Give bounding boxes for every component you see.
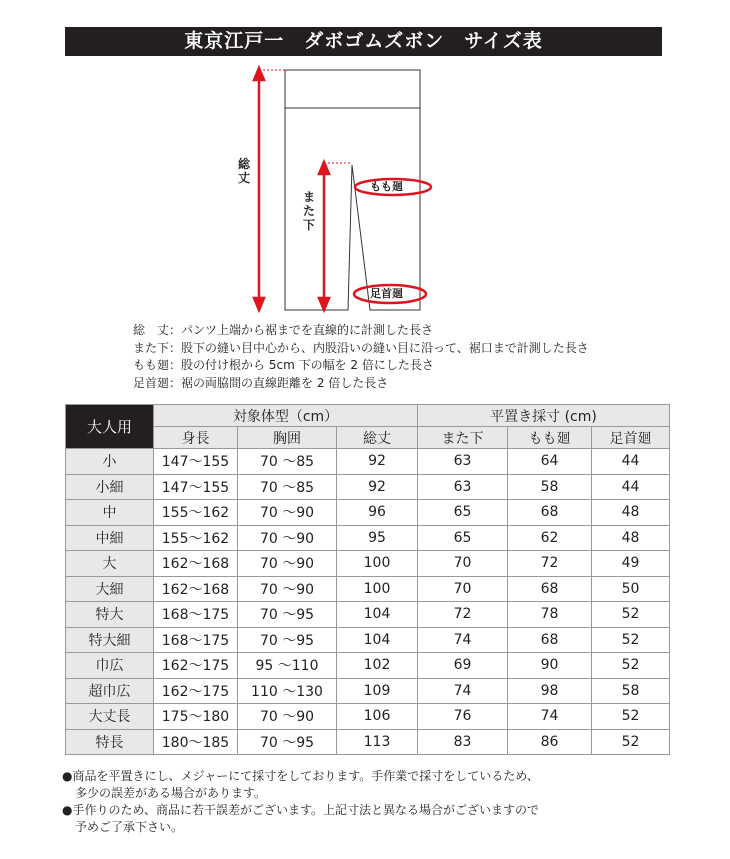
- measurement-legend: [133, 322, 589, 392]
- table-cell: 102: [337, 653, 418, 679]
- column-header: 総丈: [337, 427, 418, 449]
- note-line: 予めご了承下さい。: [75, 820, 184, 834]
- table-cell: 58: [592, 678, 670, 704]
- column-header: また下: [418, 427, 508, 449]
- table-cell: 113: [337, 729, 418, 755]
- table-cell: 92: [337, 449, 418, 475]
- table-cell: 168～175: [154, 627, 238, 653]
- table-cell: 104: [337, 627, 418, 653]
- table-cell: 63: [418, 474, 508, 500]
- size-label: 小細: [66, 474, 154, 500]
- table-cell: 92: [337, 474, 418, 500]
- group-header-flat: 平置き採寸 (cm): [418, 405, 670, 427]
- table-cell: 70 ～90: [238, 704, 337, 730]
- table-cell: 65: [418, 500, 508, 526]
- table-cell: 72: [418, 602, 508, 628]
- column-header: 身長: [154, 427, 238, 449]
- table-cell: 70 ～90: [238, 500, 337, 526]
- table-cell: 155～162: [154, 525, 238, 551]
- size-label: 特大: [66, 602, 154, 628]
- size-label: 巾広: [66, 653, 154, 679]
- table-cell: 50: [592, 576, 670, 602]
- pants-diagram: [230, 62, 450, 321]
- size-label: 中: [66, 500, 154, 526]
- table-cell: 76: [418, 704, 508, 730]
- table-cell: 70 ～90: [238, 525, 337, 551]
- table-cell: 168～175: [154, 602, 238, 628]
- table-cell: 72: [508, 551, 592, 577]
- table-row: [66, 551, 670, 577]
- table-cell: 98: [508, 678, 592, 704]
- note-line: ●手作りのため、商品に若干誤差がございます。上記寸法と異なる場合がございますので: [62, 803, 540, 817]
- table-cell: 162～175: [154, 678, 238, 704]
- table-row: [66, 704, 670, 730]
- thigh-label: もも廻: [370, 180, 403, 193]
- table-cell: 52: [592, 602, 670, 628]
- table-cell: 70: [418, 576, 508, 602]
- legend-item: 総 丈：パンツ上端から裾までを直線的に計測した長さ: [133, 323, 434, 337]
- table-cell: 100: [337, 576, 418, 602]
- table-cell: 63: [418, 449, 508, 475]
- table-cell: 65: [418, 525, 508, 551]
- legend-item: また下：股下の縫い目中心から、内股沿いの縫い目に沿って、裾口まで計測した長さ: [133, 340, 589, 355]
- size-label: 特長: [66, 729, 154, 755]
- group-header-body: 対象体型（cm）: [154, 405, 418, 427]
- table-cell: 70 ～85: [238, 474, 337, 500]
- table-cell: 58: [508, 474, 592, 500]
- table-cell: 147～155: [154, 449, 238, 475]
- table-cell: 106: [337, 704, 418, 730]
- table-cell: 110 ～130: [238, 678, 337, 704]
- table-cell: 74: [418, 678, 508, 704]
- size-label: 超巾広: [66, 678, 154, 704]
- size-table: [65, 404, 670, 755]
- legend-item: もも廻：股の付け根から 5cm 下の幅を 2 倍にした長さ: [133, 358, 434, 372]
- table-cell: 68: [508, 500, 592, 526]
- table-cell: 180～185: [154, 729, 238, 755]
- notes: [62, 768, 539, 836]
- table-cell: 70 ～85: [238, 449, 337, 475]
- table-cell: 70: [418, 551, 508, 577]
- legend-item: 足首廻：裾の両脇間の直線距離を 2 倍した長さ: [133, 375, 389, 390]
- table-cell: 52: [592, 704, 670, 730]
- size-label: 大細: [66, 576, 154, 602]
- table-cell: 95: [337, 525, 418, 551]
- table-cell: 74: [508, 704, 592, 730]
- column-header: 足首廻: [592, 427, 670, 449]
- size-label: 大: [66, 551, 154, 577]
- inseam-label: また下: [303, 190, 316, 232]
- table-cell: 104: [337, 602, 418, 628]
- table-cell: 96: [337, 500, 418, 526]
- table-cell: 52: [592, 729, 670, 755]
- table-cell: 70 ～90: [238, 576, 337, 602]
- table-cell: 175～180: [154, 704, 238, 730]
- table-cell: 74: [418, 627, 508, 653]
- page-title: 東京江戸一 ダボゴムズボン サイズ表: [65, 27, 662, 56]
- table-cell: 155～162: [154, 500, 238, 526]
- table-row: [66, 576, 670, 602]
- table-cell: 52: [592, 627, 670, 653]
- table-cell: 44: [592, 474, 670, 500]
- table-cell: 109: [337, 678, 418, 704]
- table-row: [66, 729, 670, 755]
- table-cell: 70 ～95: [238, 602, 337, 628]
- size-label: 大丈長: [66, 704, 154, 730]
- total-length-label: 総丈: [238, 157, 251, 185]
- table-cell: 90: [508, 653, 592, 679]
- column-header: 胸囲: [238, 427, 337, 449]
- table-cell: 44: [592, 449, 670, 475]
- ankle-label: 足首廻: [370, 287, 403, 300]
- table-cell: 52: [592, 653, 670, 679]
- size-label: 中細: [66, 525, 154, 551]
- table-row: [66, 653, 670, 679]
- column-header: もも廻: [508, 427, 592, 449]
- table-cell: 100: [337, 551, 418, 577]
- table-row: [66, 678, 670, 704]
- table-cell: 64: [508, 449, 592, 475]
- table-cell: 49: [592, 551, 670, 577]
- table-cell: 83: [418, 729, 508, 755]
- table-cell: 62: [508, 525, 592, 551]
- table-cell: 162～168: [154, 551, 238, 577]
- table-cell: 48: [592, 525, 670, 551]
- table-row: [66, 449, 670, 475]
- size-label: 特大細: [66, 627, 154, 653]
- table-row: [66, 500, 670, 526]
- table-row: [66, 602, 670, 628]
- table-cell: 48: [592, 500, 670, 526]
- table-cell: 162～168: [154, 576, 238, 602]
- table-cell: 70 ～95: [238, 729, 337, 755]
- corner-header: 大人用: [66, 405, 154, 449]
- table-cell: 70 ～90: [238, 551, 337, 577]
- table-cell: 68: [508, 627, 592, 653]
- table-cell: 68: [508, 576, 592, 602]
- note-line: ●商品を平置きにし、メジャーにて採寸をしております。手作業で採寸をしているため、: [62, 769, 539, 783]
- table-cell: 78: [508, 602, 592, 628]
- table-row: [66, 474, 670, 500]
- table-row: [66, 627, 670, 653]
- size-label: 小: [66, 449, 154, 475]
- table-cell: 147～155: [154, 474, 238, 500]
- note-line: 多少の誤差がある場合があります。: [75, 786, 267, 800]
- table-cell: 69: [418, 653, 508, 679]
- table-cell: 70 ～95: [238, 627, 337, 653]
- table-row: [66, 525, 670, 551]
- table-cell: 95 ～110: [238, 653, 337, 679]
- table-cell: 162～175: [154, 653, 238, 679]
- table-cell: 86: [508, 729, 592, 755]
